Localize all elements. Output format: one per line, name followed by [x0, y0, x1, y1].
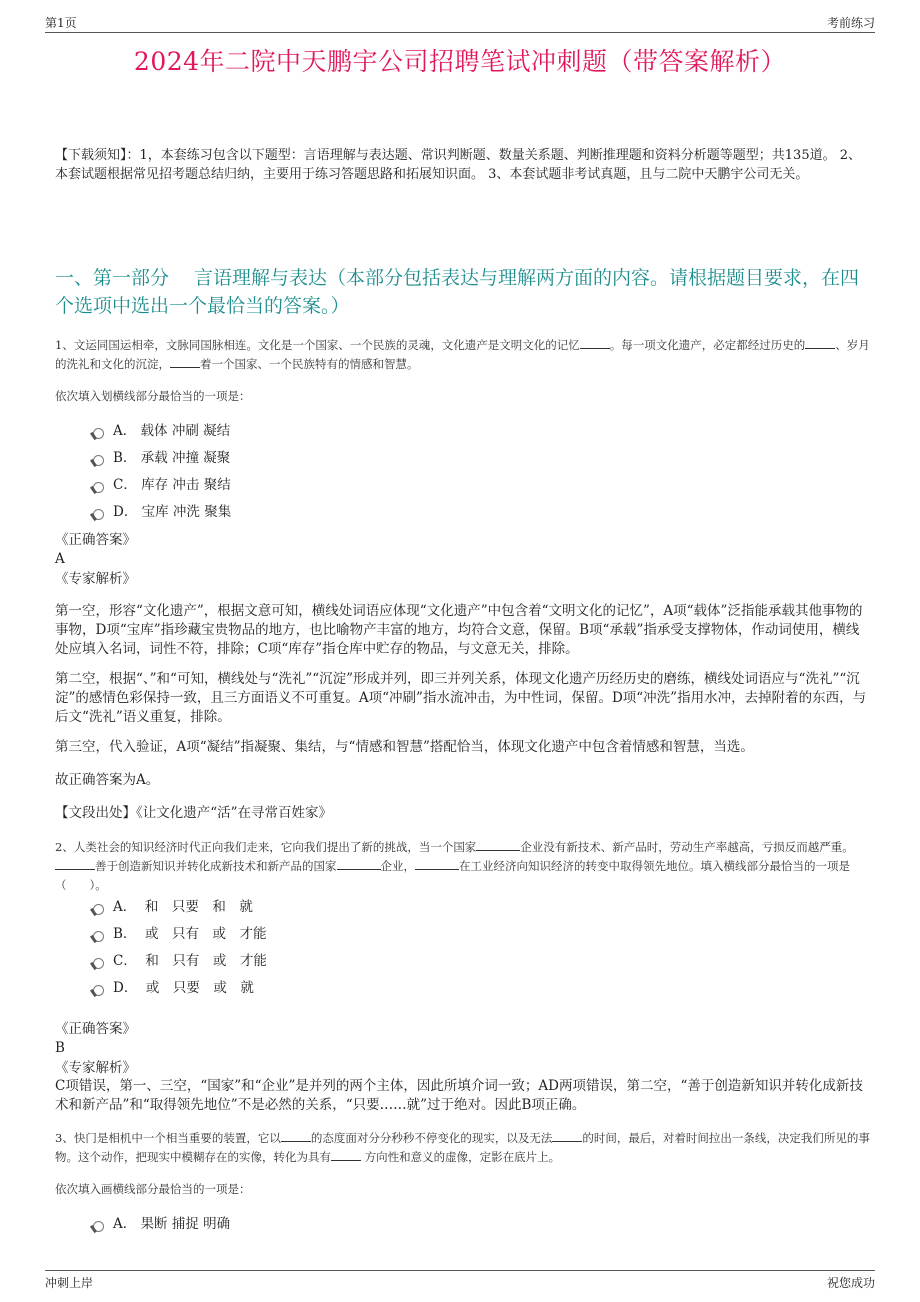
analysis-paragraph: 第三空，代入验证，A项“凝结”指凝聚、集结，与“情感和智慧”搭配恰当，体现文化遗产中包含着情感和智慧，当选。: [55, 739, 754, 755]
option-d[interactable]: D． 宝库 冲洗 聚集: [93, 502, 231, 529]
page-number: 第1页: [45, 16, 77, 30]
analysis-paragraph: C项错误，第一、三空，“国家”和“企业”是并列的两个主体，因此所填介词一致；AD两项错误，第二空，“善于创造新知识并转化成新技术和新产品”和“取得领先地位”不是必然的关系，“只要……就”过于绝对。因此B项正确。: [55, 1078, 863, 1113]
option-b[interactable]: B． 承载 冲撞 凝聚: [93, 448, 231, 475]
passage-source: 【文段出处】《让文化遗产“活”在寻常百姓家》: [55, 805, 333, 821]
correct-answer-label: 《正确答案》: [55, 532, 136, 548]
option-c[interactable]: C． 库存 冲击 聚结: [93, 475, 231, 502]
radio-icon[interactable]: [93, 904, 104, 915]
analysis-label: 《专家解析》: [55, 571, 136, 587]
analysis-paragraph: 第一空，形容“文化遗产”，根据文意可知，横线处词语应体现“文化遗产”中包含着“文明文化的记忆”，A项“载体”泛指能承载其他事物的事物，D项“宝库”指珍藏宝贵物品的地方，也比喻物产丰富的地方，均符合文意，保留。B项“承载”指承受支撑物体，作动词使用，横线处应填入名词，词性不符，排除；C项“库存”指仓库中贮存的物品，与文意无关，排除。: [55, 603, 863, 657]
analysis-label: 《专家解析》: [55, 1060, 136, 1076]
page-header: [45, 14, 875, 33]
correct-answer: A: [55, 551, 65, 567]
question-1-prompt: 依次填入划横线部分最恰当的一项是：: [55, 389, 251, 403]
radio-icon[interactable]: [93, 1221, 104, 1232]
option-a[interactable]: A． 载体 冲刷 凝结: [93, 421, 231, 448]
question-3-options: [93, 1214, 230, 1241]
option-c[interactable]: C． 和 只有 或 才能: [93, 951, 267, 978]
option-b[interactable]: B． 或 只有 或 才能: [93, 924, 267, 951]
download-notice: 【下载须知】：1，本套练习包含以下题型：言语理解与表达题、常识判断题、数量关系题、判断推理题和资料分析题等题型；共135道。 2、本套试题根据常见招考题总结归纳，主要用于练习答题思路和拓展知识面。 3、本套试题非考试真题，且与二院中天鹏宇公司无关。: [55, 148, 861, 182]
option-d[interactable]: D． 或 只要 或 就: [93, 978, 267, 1005]
analysis-conclusion: 故正确答案为A。: [55, 772, 160, 788]
analysis-paragraph: 第二空，根据“、”和“可知，横线处与“洗礼”“沉淀”形成并列，即三并列关系，体现文化遗产历经历史的磨练，横线处词语应与“洗礼”“沉淀”的感情色彩保持一致，且三方面语义不可重复。A项“冲刷”指水流冲击，为中性词，保留。D项“冲洗”指用水冲，去掉附着的东西，与后文“洗礼”语义重复，排除。: [55, 671, 867, 725]
option-a[interactable]: A． 果断 捕捉 明确: [93, 1214, 230, 1241]
radio-icon[interactable]: [93, 931, 104, 942]
question-3-stem: 3、快门是相机中一个相当重要的装置，它以 的态度面对分分秒秒不停变化的现实，以及无法 的时间，最后，对着时间拉出一条线，决定我们所见的事物。这个动作，把现实中模糊存在的实像，转化为具有 方向性和意义的虚像，定影在底片上。: [55, 1131, 870, 1164]
question-1-options: [93, 421, 231, 529]
question-3-prompt: 依次填入画横线部分最恰当的一项是：: [55, 1182, 251, 1196]
radio-icon[interactable]: [93, 985, 104, 996]
radio-icon[interactable]: [93, 958, 104, 969]
question-1-stem: 1、文运同国运相牵，文脉同国脉相连。文化是一个国家、一个民族的灵魂，文化遗产是文明文化的记忆 。每一项文化遗产，必定都经过历史的 、岁月的洗礼和文化的沉淀， 着一个国家、一个民族特有的情感和智慧。: [55, 338, 870, 371]
radio-icon[interactable]: [93, 428, 104, 439]
radio-icon[interactable]: [93, 509, 104, 520]
question-2-options: [93, 897, 267, 1005]
correct-answer: B: [55, 1040, 65, 1056]
radio-icon[interactable]: [93, 482, 104, 493]
question-2-stem: 2、人类社会的知识经济时代正向我们走来，它向我们提出了新的挑战，当一个国家 企业没有新技术、新产品时，劳动生产率越高，亏损反而越严重。善于创造新知识并转化成新技术和新产品的国家 企业， 在工业经济向知识经济的转变中取得领先地位。填入横线部分最恰当的一项是（ ）。: [55, 840, 854, 892]
page-title: 2024年二院中天鹏宇公司招聘笔试冲刺题（带答案解析）: [133, 47, 787, 76]
footer-right: 祝您成功: [826, 1276, 875, 1290]
option-a[interactable]: A． 和 只要 和 就: [93, 897, 267, 924]
correct-answer-label: 《正确答案》: [55, 1021, 136, 1037]
header-tag: 考前练习: [826, 16, 875, 30]
radio-icon[interactable]: [93, 455, 104, 466]
page-footer: [45, 1270, 875, 1291]
footer-left: 冲刺上岸: [45, 1276, 94, 1290]
section-title: 一、第一部分 言语理解与表达（本部分包括表达与理解两方面的内容。请根据题目要求，在四个选项中选出一个最恰当的答案。）: [55, 267, 860, 317]
